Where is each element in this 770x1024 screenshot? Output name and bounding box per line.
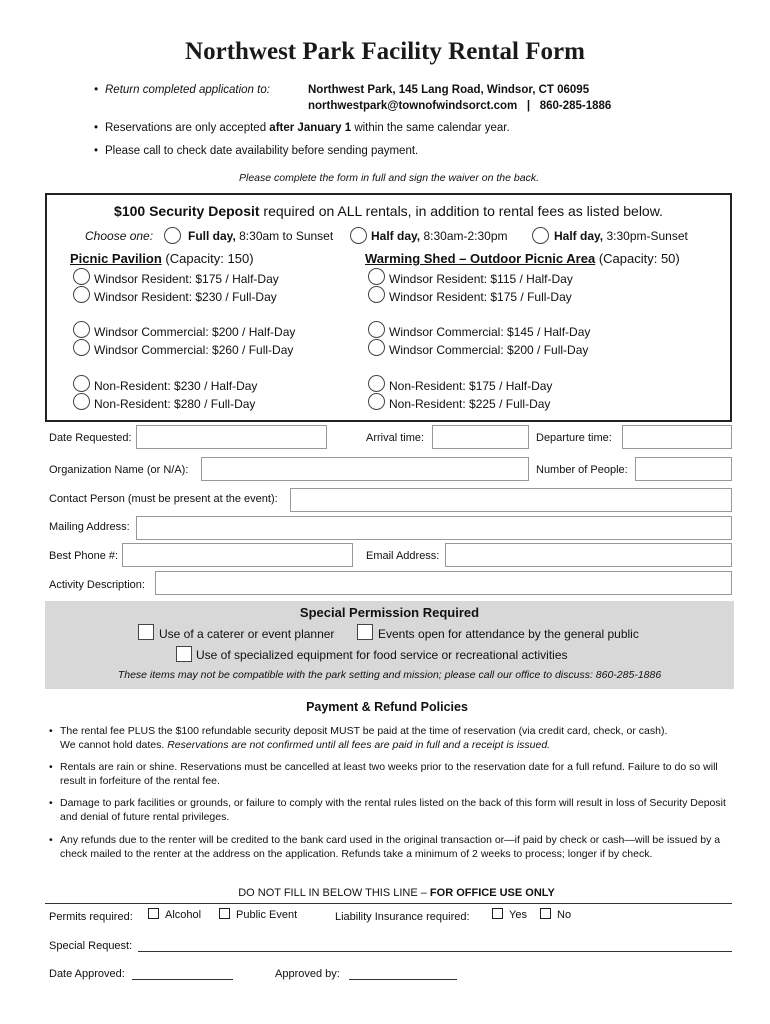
insurance-yes-checkbox[interactable]	[492, 908, 503, 919]
shed-radio[interactable]	[368, 393, 385, 410]
separator: |	[526, 100, 531, 112]
public-event-option	[219, 908, 297, 921]
contact-line	[308, 100, 611, 112]
pavilion-option: Windsor Resident: $230 / Full-Day	[94, 290, 277, 304]
policy-p1a: The rental fee PLUS the $100 refundable security deposit MUST be paid at the time of reservation (via credit card, check, or cash).	[60, 725, 668, 737]
equipment-checkbox[interactable]	[176, 646, 192, 662]
policy-p1b: We cannot hold dates.	[60, 739, 168, 751]
res-post: within the same calendar year.	[351, 122, 510, 134]
public-event-office-checkbox[interactable]	[219, 908, 230, 919]
email-label: Email Address:	[366, 550, 440, 562]
arrival-time-label: Arrival time:	[366, 432, 425, 444]
insurance-no-option	[540, 908, 571, 921]
pavilion-option: Windsor Resident: $175 / Half-Day	[94, 272, 279, 286]
permits-label: Permits required:	[49, 911, 133, 923]
shed-name: Warming Shed – Outdoor Picnic Area	[365, 251, 596, 266]
mailing-input[interactable]	[136, 516, 732, 540]
half-day-pm-radio[interactable]	[532, 227, 549, 244]
policy-item	[60, 724, 730, 752]
half-day-pm-label: Half day, 3:30pm-Sunset	[554, 229, 688, 243]
policy-item: • Damage to park facilities or grounds, or failure to comply with the rental rules listed on the back of this form will result in loss of Security Deposit and denial of future rental privileges.	[60, 796, 730, 824]
park-phone: 860-285-1886	[539, 100, 612, 112]
policy-p1c: Reservations are not confirmed until all fees are paid in full and a receipt is issued.	[167, 739, 551, 751]
alcohol-option	[148, 908, 201, 921]
pavilion-name: Picnic Pavilion	[70, 251, 162, 266]
office-line-bold: FOR OFFICE USE ONLY	[429, 887, 555, 899]
equipment-label: Use of specialized equipment for food service or recreational activities	[196, 648, 568, 662]
insurance-no-checkbox[interactable]	[540, 908, 551, 919]
public-event-office-label: Public Event	[236, 909, 298, 921]
special-note: These items may not be compatible with the park setting and mission; please call our office to discuss: 860-285-1886	[117, 669, 662, 681]
phone-input[interactable]	[122, 543, 353, 567]
shed-capacity: (Capacity: 50)	[598, 251, 680, 266]
return-label: • Return completed application to:	[105, 84, 270, 96]
date-approved-label: Date Approved:	[49, 968, 125, 980]
insurance-yes-option	[492, 908, 527, 921]
park-email: northwestpark@townofwindsorct.com	[308, 100, 518, 112]
shed-radio[interactable]	[368, 375, 385, 392]
res-pre: Reservations are only accepted	[105, 122, 270, 134]
office-line-label	[0, 887, 770, 899]
shed-radio[interactable]	[368, 268, 385, 285]
date-requested-input[interactable]	[136, 425, 327, 449]
phone-label: Best Phone #:	[49, 550, 119, 562]
shed-option: Non-Resident: $225 / Full-Day	[389, 397, 551, 411]
organization-input[interactable]	[201, 457, 529, 481]
deposit-line	[45, 203, 732, 219]
shed-radio[interactable]	[368, 286, 385, 303]
contact-input[interactable]	[290, 488, 732, 512]
pavilion-capacity: (Capacity: 150)	[165, 251, 254, 266]
shed-heading	[365, 251, 680, 266]
park-address: Northwest Park, 145 Lang Road, Windsor, CT 06095	[308, 84, 590, 96]
divider-line	[45, 903, 732, 904]
half-day-am-label: Half day, 8:30am-2:30pm	[371, 229, 508, 243]
pavilion-option: Windsor Commercial: $200 / Half-Day	[94, 325, 296, 339]
insurance-yes-label: Yes	[509, 909, 527, 921]
policies-title: Payment & Refund Policies	[306, 700, 468, 714]
pavilion-option: Non-Resident: $230 / Half-Day	[94, 379, 258, 393]
call-note: • Please call to check date availability before sending payment.	[105, 145, 418, 157]
pavilion-heading	[70, 251, 254, 266]
insurance-label: Liability Insurance required:	[335, 911, 470, 923]
full-day-radio[interactable]	[164, 227, 181, 244]
public-event-label: Events open for attendance by the general public	[378, 627, 639, 641]
caterer-checkbox[interactable]	[138, 624, 154, 640]
shed-radio[interactable]	[368, 339, 385, 356]
num-people-label: Number of People:	[536, 464, 628, 476]
pavilion-radio[interactable]	[73, 375, 90, 392]
departure-time-input[interactable]	[622, 425, 732, 449]
pavilion-radio[interactable]	[73, 393, 90, 410]
date-approved-line[interactable]	[132, 979, 233, 980]
policy-item: • Rentals are rain or shine. Reservations must be cancelled at least two weeks prior to the reservation date for a full refund. Failure to do so will result in forfeiture of the rental fee.	[60, 760, 730, 788]
deposit-rest: required on ALL rentals, in addition to rental fees as listed below.	[259, 203, 663, 219]
res-bold: after January 1	[269, 122, 352, 134]
pavilion-radio[interactable]	[73, 286, 90, 303]
email-input[interactable]	[445, 543, 732, 567]
special-request-line[interactable]	[138, 951, 732, 952]
num-people-input[interactable]	[635, 457, 732, 481]
special-request-label: Special Request:	[49, 940, 133, 952]
special-title: Special Permission Required	[299, 605, 480, 620]
choose-label: Choose one:	[85, 229, 154, 243]
half-day-am-radio[interactable]	[350, 227, 367, 244]
insurance-no-label: No	[557, 909, 572, 921]
public-event-checkbox[interactable]	[357, 624, 373, 640]
mailing-label: Mailing Address:	[49, 521, 130, 533]
departure-time-label: Departure time:	[536, 432, 612, 444]
pavilion-radio[interactable]	[73, 339, 90, 356]
pavilion-option: Non-Resident: $280 / Full-Day	[94, 397, 256, 411]
pavilion-radio[interactable]	[73, 268, 90, 285]
contact-label: Contact Person (must be present at the event):	[49, 493, 278, 505]
shed-option: Non-Resident: $175 / Half-Day	[389, 379, 553, 393]
approved-by-line[interactable]	[349, 979, 457, 980]
alcohol-checkbox[interactable]	[148, 908, 159, 919]
shed-option: Windsor Resident: $175 / Full-Day	[389, 290, 572, 304]
organization-label: Organization Name (or N/A):	[49, 464, 189, 476]
reservation-rule	[105, 122, 510, 134]
deposit-bold: $100 Security Deposit	[114, 203, 260, 219]
approved-by-label: Approved by:	[275, 968, 340, 980]
full-day-label: Full day, 8:30am to Sunset	[188, 229, 334, 243]
shed-option: Windsor Commercial: $145 / Half-Day	[389, 325, 591, 339]
pavilion-option: Windsor Commercial: $260 / Full-Day	[94, 343, 294, 357]
activity-input[interactable]	[155, 571, 732, 595]
office-line-pre: DO NOT FILL IN BELOW THIS LINE –	[238, 887, 430, 899]
policy-item: • Any refunds due to the renter will be credited to the bank card used in the original transaction or—if paid by check or cash—will be issued by a check mailed to the renter at the address on the application. Refunds take a minimum of 2 weeks to process; longer if by check.	[60, 833, 730, 861]
activity-label: Activity Description:	[49, 579, 145, 591]
complete-note: Please complete the form in full and sign the waiver on the back.	[239, 172, 539, 184]
date-requested-label: Date Requested:	[49, 432, 132, 444]
arrival-time-input[interactable]	[432, 425, 529, 449]
shed-radio[interactable]	[368, 321, 385, 338]
pavilion-radio[interactable]	[73, 321, 90, 338]
shed-option: Windsor Resident: $115 / Half-Day	[389, 272, 573, 286]
alcohol-label: Alcohol	[165, 909, 202, 921]
caterer-label: Use of a caterer or event planner	[159, 627, 335, 641]
page-title: Northwest Park Facility Rental Form	[185, 38, 585, 65]
shed-option: Windsor Commercial: $200 / Full-Day	[389, 343, 589, 357]
